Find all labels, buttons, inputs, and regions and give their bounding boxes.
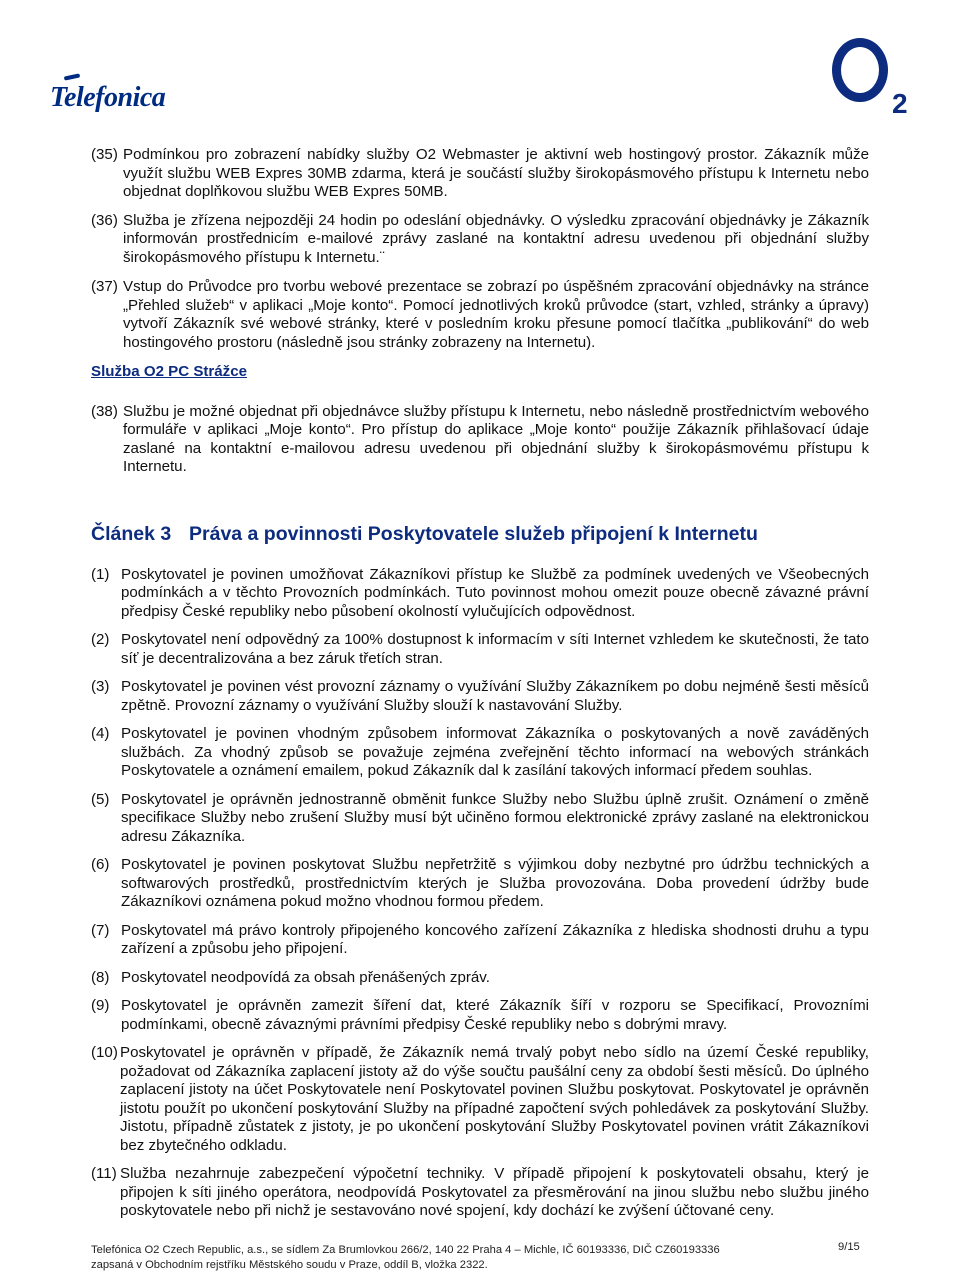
item-text: Poskytovatel je povinen poskytovat Službu nepřetržitě s výjimkou doby nezbytné pro údržbu technických a softwarových prostředků, prostřednictvím kterých je Služba provozována. Doba provedení údržby bude Zákazníkovi oznámena pokud možno vhodnou formou předem. [121,856,869,910]
item-number: (10) [91,1044,118,1061]
item-number: (2) [91,631,110,648]
article-item-8 [91,969,869,988]
item-number: (8) [91,968,110,986]
item-number: (11) [91,1165,117,1182]
article-number: Článek 3 [91,522,172,545]
o2-logo [832,36,922,121]
footer-company-line: Telefónica O2 Czech Republic, a.s., se sídlem Za Brumlovkou 266/2, 140 22 Praha 4 – Michle, IČ 60193336, DIČ CZ60193336 [91,1244,720,1256]
telefonica-logo-text: Telefonica [50,82,166,113]
paragraph-number: (37) [91,278,118,295]
o2-logo-circle [832,38,888,102]
item-number: (6) [91,856,110,873]
item-number: (9) [91,997,110,1014]
page-number: 9/15 [838,1241,860,1253]
article-item-5 [91,791,869,847]
item-text: Služba nezahrnuje zabezpečení výpočetní techniky. V případě připojení k poskytovateli obsahu, který je připojen k síti jiného operátora, neodpovídá Poskytovatel za přesměrování na jinou službu nebo službu jiného poskytovatele nebo při nichž je sestavováno nové spojení, kdy dochází ke zvýšení účtované ceny. [120,1165,869,1219]
article-item-7 [91,922,869,959]
footer-registry-line: zapsaná v Obchodním rejstříku Městského soudu v Praze, oddíl B, vložka 2322. [91,1258,488,1271]
item-text: Poskytovatel má právo kontroly připojeného koncového zařízení Zákazníka z hlediska shodnosti druhu a typu zařízení a způsobu jeho připojení. [121,921,869,957]
item-text: Poskytovatel je povinen umožňovat Zákazníkovi přístup ke Službě za podmínek uvedených ve Všeobecných podmínkách a v těchto Provozních podmínkách. Tuto povinnost mohou omezit pouze obecně závazné právní předpisy České republiky nebo působení okolností vylučujících odpovědnost. [121,565,869,620]
item-text: Poskytovatel není odpovědný za 100% dostupnost k informacím v síti Internet vzhledem ke skutečnosti, že tato síť je decentralizována a bez záruk třetích stran. [121,631,869,667]
paragraph-38 [91,403,869,477]
article-item-3 [91,678,869,715]
article-item-11 [91,1165,869,1221]
item-number: (7) [91,921,110,939]
page-footer [91,1243,791,1272]
paragraph-text: Vstup do Průvodce pro tvorbu webové prezentace se zobrazí po úspěšném zpracování objednávky na stránce „Přehled služeb“ v aplikaci „Moje konto“. Pomocí jednotlivých kroků průvodce (start, vzhled, stránky a úpravy) vytvoří Zákazník své webové stránky, které v posledním kroku přesune pomocí tlačítka „publikování“ do web hostingového prostoru (následně jsou stránky zobrazeny na Internetu). [123,278,869,351]
item-text: Poskytovatel je povinen vhodným způsobem informovat Zákazníka o poskytovaných a nově zaváděných službách. Za vhodný způsob se považuje zejména zveřejnění těchto informací na webových stránkách Poskytovatele a oznámení emailem, pokud Zákazník dal k zasílání takových informací předem souhlas. [121,725,869,779]
item-text: Poskytovatel je oprávněn jednostranně obměnit funkce Služby nebo Službu úplně zrušit. Oznámení o změně specifikace Služby nebo zrušení Služby musí být učiněno formou elektronické zprávy zaslané na elektronickou adresu Zákazníka. [121,790,869,845]
paragraph-text: Podmínkou pro zobrazení nabídky služby O2 Webmaster je aktivní web hostingový prostor. Zákazník může využít službu WEB Expres 30MB zdarma, která je součástí služby širokopásmového přístupu k Internetu nebo objednat doplňkovou službu WEB Expres 50MB. [123,146,869,200]
item-number: (3) [91,678,110,695]
item-text: Poskytovatel je povinen vést provozní záznamy o využívání Služby Zákazníkem po dobu nejméně šesti měsíců zpětně. Provozní záznamy o využívání Služby slouží k nastavování Služby. [121,678,869,714]
section-title: Služba O2 PC Strážce [91,363,248,380]
item-text: Poskytovatel neodpovídá za obsah přenášených zpráv. [121,968,490,986]
item-number: (5) [91,790,110,808]
telefonica-logo [50,82,165,116]
paragraph-36 [91,212,869,268]
paragraph-35 [91,146,869,202]
item-number: (1) [91,565,110,583]
article-item-1 [91,566,869,622]
paragraph-number: (35) [91,146,118,163]
document-body [91,146,869,1221]
item-text: Poskytovatel je oprávněn zamezit šíření dat, které Zákazník šíří v rozporu se Specifikací, Provozními podmínkami, obecně závaznými právními předpisy České republiky nebo s dobrými mravy. [121,997,869,1033]
paragraph-number: (38) [91,402,118,420]
article-item-2 [91,631,869,668]
section-heading [91,363,869,382]
article-item-9 [91,997,869,1034]
item-number: (4) [91,725,110,742]
o2-logo-subscript: 2 [892,88,908,119]
article-title: Práva a povinnosti Poskytovatele služeb připojení k Internetu [189,522,758,545]
article-item-4 [91,725,869,781]
paragraph-text: Službu je možné objednat při objednávce služby přístupu k Internetu, nebo následně prostřednictvím webového formuláře v aplikaci „Moje konto“. Pro přístup do aplikace „Moje konto“ použije Zákazník přihlašovací údaje zaslané na kontaktní e-mailovou adresu uvedenou při objednání služby k širokopásmovému přístupu k Internetu. [123,402,869,475]
paragraph-number: (36) [91,211,118,229]
article-item-6 [91,856,869,912]
telefonica-logo-accent [64,73,80,80]
article-item-10 [91,1044,869,1155]
paragraph-37 [91,278,869,352]
item-text: Poskytovatel je oprávněn v případě, že Zákazník nemá trvalý pobyt nebo sídlo na území České republiky, požadovat od Zákazníka zaplacení jistoty až do výše součtu paušální ceny za období šesti měsíců. Do úplného zaplacení jistoty na účet Poskytovatele není Poskytovatel povinen Službu poskytovat. Poskytovatel je oprávněn jistotu použít po ukončení poskytování Služby na případné započtení svých pohledávek za poskytování Služby. Jistotu, případně zůstatek z jistoty, je po ukončení poskytování Služby Poskytovatel povinen vrátit Zákazníkovi bez zbytečného odkladu. [120,1044,869,1154]
article-heading [91,522,869,546]
paragraph-text: Služba je zřízena nejpozději 24 hodin po odeslání objednávky. O výsledku zpracování objednávky je Zákazník informován prostřednicím e-mailové zprávy zaslané na kontaktní adresu uvedenou při objednání služby širokopásmového přístupu k Internetu.¨ [123,211,869,266]
